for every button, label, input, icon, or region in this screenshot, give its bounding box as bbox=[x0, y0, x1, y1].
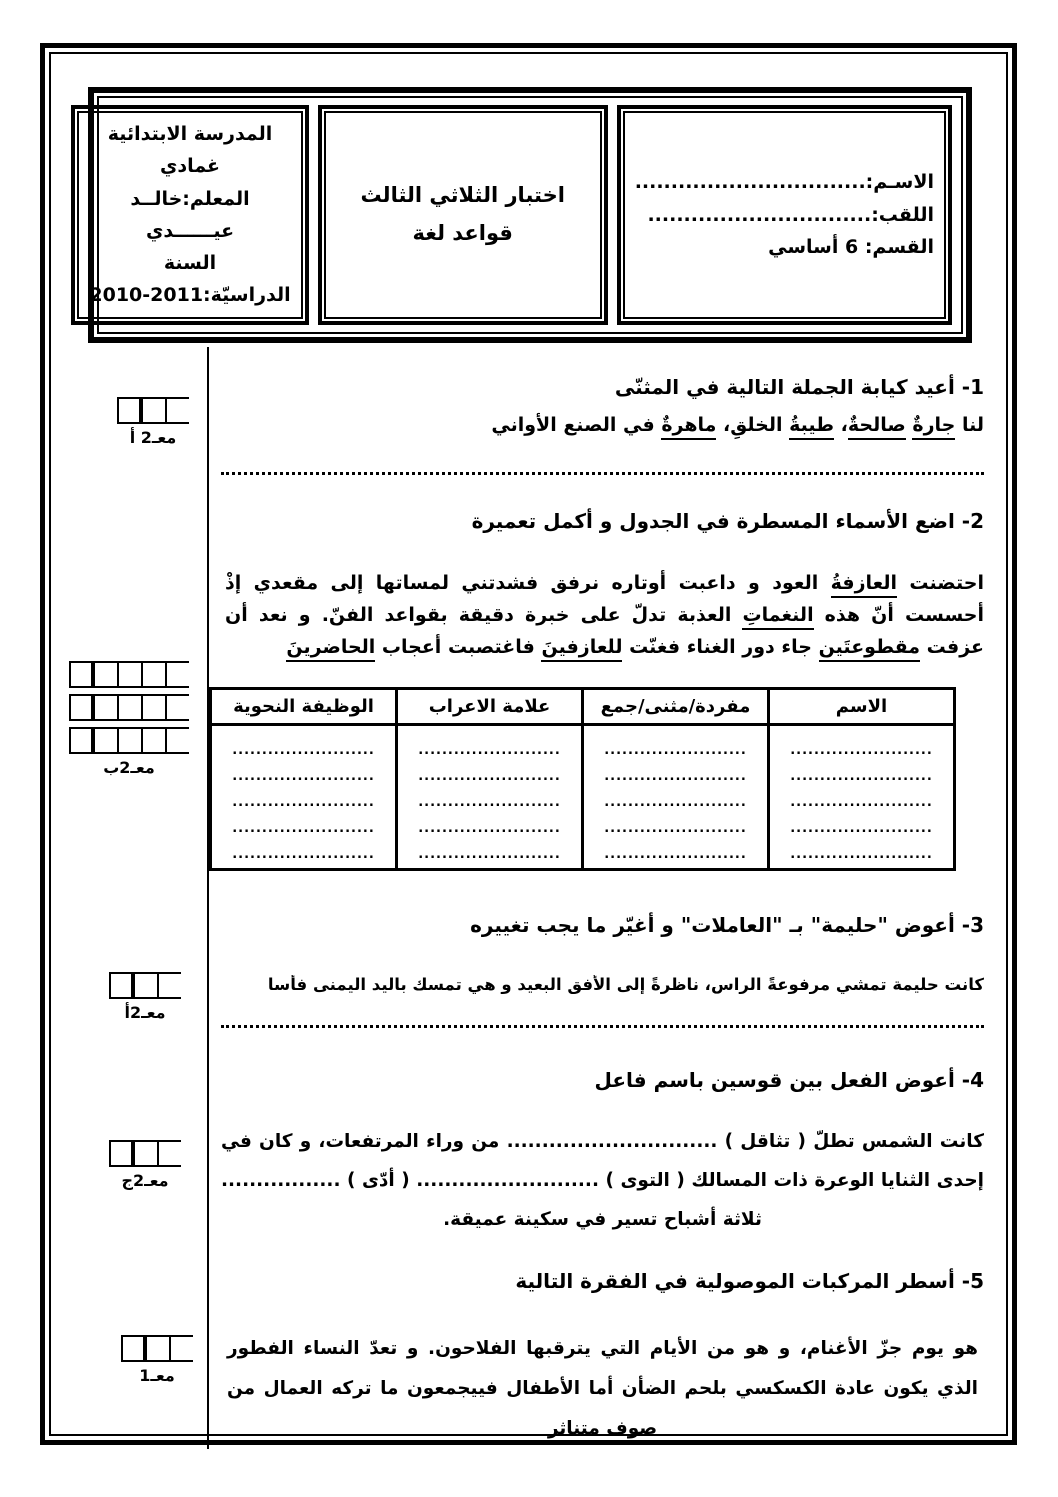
text-segment: ، bbox=[834, 413, 848, 436]
text-segment: احتضنت bbox=[897, 571, 984, 594]
answer-dots: ........................ bbox=[232, 768, 375, 784]
score-box-q4 bbox=[109, 1140, 181, 1190]
answer-dots: ........................ bbox=[790, 794, 933, 810]
student-name-line: الاسـم:................................ bbox=[634, 171, 934, 194]
question-2-title: 2- اضع الأسماء المسطرة في الجدول و أكمل تعميرة bbox=[471, 508, 984, 533]
text-segment: العود و داعبت أوتاره نرفق فشدتني لمساتها إلى مقعدي إذْ أحسست أنّ هذه bbox=[225, 571, 984, 626]
answer-dots: ........................ bbox=[232, 794, 375, 810]
school-info-box bbox=[71, 105, 308, 325]
score-cell bbox=[117, 661, 141, 688]
school-name-line: المدرسة الابتدائية غمادي bbox=[107, 123, 273, 178]
score-cells bbox=[109, 972, 181, 999]
answer-dots: ........................ bbox=[604, 820, 747, 836]
col-header-irab-sign: علامة الاعراب bbox=[397, 688, 583, 724]
score-cells-row bbox=[109, 972, 181, 999]
answer-dots: ........................ bbox=[604, 794, 747, 810]
answer-cell-number-form bbox=[583, 724, 769, 869]
answer-dots: ........................ bbox=[418, 768, 561, 784]
teacher-name-line: المعلم:خالــد عيــــــدي bbox=[130, 187, 250, 242]
answer-dots: ........................ bbox=[790, 820, 933, 836]
score-cell bbox=[117, 694, 141, 721]
score-cell bbox=[117, 727, 141, 754]
exam-header-outer-border bbox=[88, 87, 972, 343]
answer-dots: ........................ bbox=[790, 846, 933, 862]
score-cells-row bbox=[121, 1335, 193, 1362]
question-3-title: 3- أعوض "حليمة" بـ "العاملات" و أغيّر ما يجب تغييره bbox=[470, 912, 984, 937]
answer-dots: ........................ bbox=[790, 768, 933, 784]
score-cells-row bbox=[117, 397, 189, 424]
answer-dotted-line-q3 bbox=[221, 1010, 984, 1028]
answer-dots: ........................ bbox=[418, 742, 561, 758]
underlined-word: ماهرةٌ bbox=[661, 414, 716, 440]
score-cells-row bbox=[109, 1140, 181, 1167]
table-header-row bbox=[211, 688, 955, 724]
score-cell bbox=[121, 1335, 145, 1362]
content-area bbox=[51, 347, 1006, 1449]
answer-dotted-line-q1 bbox=[221, 457, 984, 475]
exam-title-line2: قواعد لغة bbox=[412, 220, 513, 245]
underlined-word: للعازفينَ bbox=[541, 636, 622, 662]
score-cells-row bbox=[69, 694, 189, 721]
answer-cell-noun bbox=[769, 724, 955, 869]
exam-title-line1: اختبار الثلاثي الثالث bbox=[360, 183, 565, 208]
text-segment: العذبة تدلّ على خبرة دقيقة بقواعد الفنّ. و نعد أن عزفت bbox=[225, 603, 984, 658]
score-cells bbox=[69, 661, 189, 754]
score-cell bbox=[133, 972, 157, 999]
answer-dots: ........................ bbox=[232, 742, 375, 758]
col-header-grammatical-function: الوظيفة النحوية bbox=[211, 688, 397, 724]
answer-dots: ........................ bbox=[418, 846, 561, 862]
score-cell bbox=[157, 1140, 181, 1167]
underlined-word: الحاضرينَ bbox=[286, 636, 375, 662]
question-4-title: 4- أعوض الفعل بين قوسين باسم فاعل bbox=[594, 1067, 984, 1092]
question-1-sentence bbox=[221, 407, 984, 443]
page-frame-inner bbox=[49, 52, 1008, 1439]
answer-dots: ........................ bbox=[418, 820, 561, 836]
text-segment: لنا bbox=[955, 413, 984, 436]
score-box-label: معـ2 أ bbox=[129, 427, 177, 447]
answer-dots: ........................ bbox=[232, 820, 375, 836]
score-cell bbox=[109, 1140, 133, 1167]
question-5-paragraph: هو يوم جزّ الأغنام، و هو من الأيام التي يترقبها الفلاحون. و تعدّ النساء الفطور الذي يكون عادة الكسكسي بلحم الضأن أما الأطفال فييجمعون ما تركه العمال من صوف متناثر bbox=[227, 1337, 978, 1439]
score-cells bbox=[121, 1335, 193, 1362]
score-cell bbox=[109, 972, 133, 999]
text-segment: فاغتصبت أعجاب bbox=[375, 635, 542, 658]
school-year-line: السنة الدراسيّة:2011-2010 bbox=[89, 252, 291, 307]
underlined-word: مقطوعتَين bbox=[819, 636, 920, 662]
table-answer-row bbox=[211, 724, 955, 869]
score-cells bbox=[109, 1140, 181, 1167]
text-segment: في الصنع الأواني bbox=[491, 413, 662, 436]
score-cell bbox=[69, 661, 93, 688]
exam-title-box bbox=[318, 105, 608, 325]
score-box-q1 bbox=[117, 397, 189, 447]
underlined-word: صالحةٌ bbox=[848, 414, 906, 440]
exam-header-boxes bbox=[89, 96, 963, 334]
score-cell bbox=[69, 727, 93, 754]
exam-header bbox=[88, 87, 972, 343]
score-cell bbox=[165, 727, 189, 754]
student-info-box bbox=[617, 105, 952, 325]
score-cells-row bbox=[69, 727, 189, 754]
underlined-word: العازفةُ bbox=[831, 572, 897, 598]
page-frame bbox=[40, 43, 1017, 1445]
score-box-label: معـ2ب bbox=[103, 757, 155, 777]
question-3-sentence: كانت حليمة تمشي مرفوعةً الراس، ناظرةً إلى الأفق البعيد و هي تمسك باليد اليمنى فأسا bbox=[267, 974, 984, 994]
question-5-title: 5- أسطر المركبات الموصولية في الفقرة التالية bbox=[515, 1268, 984, 1293]
score-cell bbox=[93, 694, 117, 721]
question-1-title: 1- أعيد كيابة الجملة التالية في المثنّى bbox=[614, 374, 984, 399]
score-cells-row bbox=[69, 661, 189, 688]
score-cell bbox=[117, 397, 141, 424]
student-class-line: القسم: 6 أساسي bbox=[768, 236, 934, 259]
score-cell bbox=[133, 1140, 157, 1167]
text-segment: الخلقِ، bbox=[716, 413, 790, 436]
score-box-label: معـ2ج bbox=[121, 1170, 169, 1190]
answer-dots: ........................ bbox=[604, 846, 747, 862]
score-box-label: معـ1 bbox=[139, 1365, 175, 1385]
score-box-q5 bbox=[121, 1335, 193, 1385]
score-cell bbox=[165, 397, 189, 424]
score-cell bbox=[165, 694, 189, 721]
grammar-analysis-table bbox=[209, 687, 956, 871]
answer-cell-irab-sign bbox=[397, 724, 583, 869]
question-2-paragraph bbox=[221, 567, 984, 663]
score-cell bbox=[145, 1335, 169, 1362]
score-cell bbox=[165, 661, 189, 688]
score-cell bbox=[69, 694, 93, 721]
text-segment: جاء دور الغناء فغنّت bbox=[622, 635, 819, 658]
col-header-noun: الاسم bbox=[769, 688, 955, 724]
score-cell bbox=[141, 661, 165, 688]
answer-dots: ........................ bbox=[604, 768, 747, 784]
col-header-number-form: مفردة/مثنى/جمع bbox=[583, 688, 769, 724]
score-margin-column bbox=[51, 347, 207, 1449]
questions-area bbox=[207, 347, 1006, 1449]
score-cell bbox=[169, 1335, 193, 1362]
score-cell bbox=[93, 727, 117, 754]
score-cell bbox=[157, 972, 181, 999]
score-cell bbox=[141, 397, 165, 424]
answer-dots: ........................ bbox=[790, 742, 933, 758]
answer-dots: ........................ bbox=[604, 742, 747, 758]
score-cell bbox=[141, 727, 165, 754]
score-box-q3 bbox=[109, 972, 181, 1022]
student-surname-line: اللقب:............................... bbox=[647, 203, 934, 226]
score-cells bbox=[117, 397, 189, 424]
answer-dots: ........................ bbox=[418, 794, 561, 810]
score-cell bbox=[141, 694, 165, 721]
question-4-paragraph: كانت الشمس تطلّ ( تثاقل ) .............................. من وراء المرتفعات، و كان في إحدى الثنايا الوعرة ذات المسالك ( التوى ) .......................... ( أدّى ) ................. ثلاثة أشباح تسير في سكينة عميقة. bbox=[221, 1130, 984, 1230]
answer-cell-grammatical-function bbox=[211, 724, 397, 869]
underlined-word: طيبةُ bbox=[789, 414, 834, 440]
underlined-word: جارةٌ bbox=[912, 414, 955, 440]
score-box-label: معـ2أ bbox=[124, 1002, 166, 1022]
underlined-word: النغماتِ bbox=[742, 604, 813, 630]
answer-dots: ........................ bbox=[232, 846, 375, 862]
score-cell bbox=[93, 661, 117, 688]
score-box-q2 bbox=[69, 661, 189, 777]
